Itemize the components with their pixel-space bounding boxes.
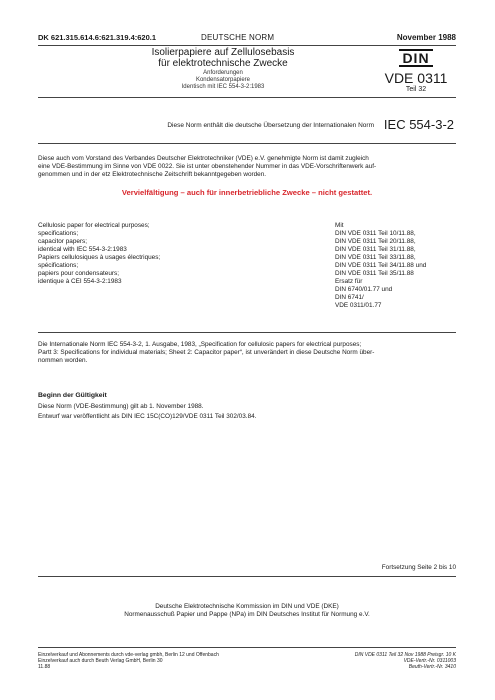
replacement-line: DIN VDE 0311 Teil 34/11.88 und bbox=[335, 262, 427, 269]
vde-number: VDE 0311 bbox=[384, 70, 448, 86]
validity-heading: Beginn der Gültigkeit bbox=[38, 392, 107, 399]
din-logo: DIN bbox=[399, 49, 432, 67]
validity-line-1: Diese Norm (VDE-Bestimmung) gilt ab 1. November 1988. bbox=[38, 403, 204, 410]
title-rule bbox=[38, 97, 456, 98]
international-norm-paragraph bbox=[38, 341, 458, 366]
title-line-2: für elektrotechnische Zwecke bbox=[158, 58, 288, 69]
translation-line: identique à CEI 554-3-2:1983 bbox=[38, 278, 122, 285]
replacement-line: DIN VDE 0311 Teil 20/11.88, bbox=[335, 238, 416, 245]
header-rule bbox=[38, 45, 456, 46]
teil-number: Teil 32 bbox=[405, 86, 427, 93]
translation-line: spécifications; bbox=[38, 262, 79, 269]
footer-left-line: Einzelverkauf und Abonnements durch vde-verlag gmbh, Berlin 12 und Offenbach bbox=[38, 652, 219, 658]
title-line-1: Isolierpapiere auf Zellulosebasis bbox=[151, 47, 295, 58]
intro-line-1: Diese auch vom Vorstand des Verbandes Deutscher Elektrotechniker (VDE) e.V. genehmigte Norm ist damit zugleich bbox=[38, 155, 369, 162]
replacement-column bbox=[335, 222, 456, 310]
replacement-line: VDE 0311/01.77 bbox=[335, 302, 382, 309]
iec-number: IEC 554-3-2 bbox=[383, 117, 454, 132]
footer-right-line: DIN VDE 0311 Teil 32 Nov 1988 Preisgr. 10 K bbox=[354, 652, 456, 658]
translation-line: Cellulosic paper for electrical purposes; bbox=[38, 222, 150, 229]
iec-reference bbox=[38, 117, 456, 135]
replacement-line: DIN 6740/01.77 und bbox=[335, 286, 393, 293]
footer-rule bbox=[38, 647, 456, 648]
copy-warning: Vervielfältigung – auch für innerbetriebliche Zwecke – nicht gestattet. bbox=[121, 188, 373, 197]
footer-right-line: Beuth-Vertr.-Nr. 3410 bbox=[408, 664, 456, 670]
continuation-note: Fortsetzung Seite 2 bis 10 bbox=[381, 564, 456, 571]
replacement-line: Ersatz für bbox=[335, 278, 363, 285]
replacement-line: DIN VDE 0311 Teil 33/11.88, bbox=[335, 254, 416, 261]
footer-left-line: Einzelverkauf auch durch Beuth Verlag GmbH, Berlin 30 bbox=[38, 658, 163, 664]
norm-type: DEUTSCHE NORM bbox=[201, 33, 275, 42]
intl-line-1: Die Internationale Norm IEC 554-3-2, 1. Ausgabe, 1983, „Specification for cellulosic papers for electrical purposes; bbox=[38, 341, 362, 348]
translation-line: capacitor papers; bbox=[38, 238, 88, 245]
translation-line: identical with IEC 554-3-2:1983 bbox=[38, 246, 127, 253]
header-row bbox=[38, 33, 456, 45]
replacement-line: DIN VDE 0311 Teil 31/11.88, bbox=[335, 246, 416, 253]
commission-line-2: Normenausschuß Papier und Pappe (NPa) im DIN Deutsches Institut für Normung e.V. bbox=[124, 611, 370, 619]
replacement-line: DIN 6741/ bbox=[335, 294, 364, 301]
subtitle-line-3: Identisch mit IEC 554-3-2:1983 bbox=[181, 84, 265, 90]
replacement-line: Mit bbox=[335, 222, 344, 229]
intro-line-2: eine VDE-Bestimmung im Sinne von VDE 0022. Sie ist unter obenstehender Nummer in das VDE-Vorschriftenwerk auf- bbox=[38, 163, 377, 171]
iec-sentence: Diese Norm enthält die deutsche Übersetzung der Internationalen Norm bbox=[167, 122, 374, 129]
replacement-line: DIN VDE 0311 Teil 35/11.88 bbox=[335, 270, 414, 277]
translation-line: Papiers cellulosiques à usages électriques; bbox=[38, 254, 161, 261]
commission-line-1: Deutsche Elektrotechnische Kommission im DIN und VDE (DKE) bbox=[155, 603, 339, 610]
translations-column bbox=[38, 222, 298, 286]
title-block bbox=[38, 47, 456, 97]
footer-right-line: VDE-Vertr.-Nr. 0311003 bbox=[403, 658, 456, 664]
subtitle-line-1: Anforderungen bbox=[203, 70, 243, 76]
intl-line-3: nommen worden. bbox=[38, 357, 88, 365]
continuation-rule bbox=[38, 576, 456, 577]
footer-left-line: 11.88 bbox=[38, 664, 51, 670]
publication-date: November 1988 bbox=[396, 33, 456, 42]
replacement-line: DIN VDE 0311 Teil 10/11.88, bbox=[335, 230, 416, 237]
commission-block bbox=[38, 603, 456, 620]
iec-rule bbox=[38, 143, 456, 144]
footer-left bbox=[38, 652, 298, 670]
dk-classification: DK 621.315.614.6:621.319.4:620.1 bbox=[38, 33, 157, 42]
subtitle-line-2: Kondensatorpapiere bbox=[195, 77, 251, 83]
translations-rule bbox=[38, 332, 456, 333]
validity-line-2: Entwurf war veröffentlicht als DIN IEC 15C(CO)129/VDE 0311 Teil 302/03.84. bbox=[38, 413, 257, 420]
footer-right bbox=[306, 652, 456, 670]
translation-line: specifications; bbox=[38, 230, 79, 237]
intl-line-2: Partt 3: Specifications for individual materials; Sheet 2: Capacitor paper“, ist unverändert in diese Deutsche Norm über- bbox=[38, 349, 375, 357]
translation-line: papiers pour condensateurs; bbox=[38, 270, 120, 277]
intro-line-3: genommen und in der etz Elektrotechnische Zeitschrift bekanntgegeben worden. bbox=[38, 171, 267, 179]
title-center bbox=[108, 47, 338, 91]
din-designation bbox=[376, 49, 456, 94]
intro-paragraph bbox=[38, 155, 458, 180]
